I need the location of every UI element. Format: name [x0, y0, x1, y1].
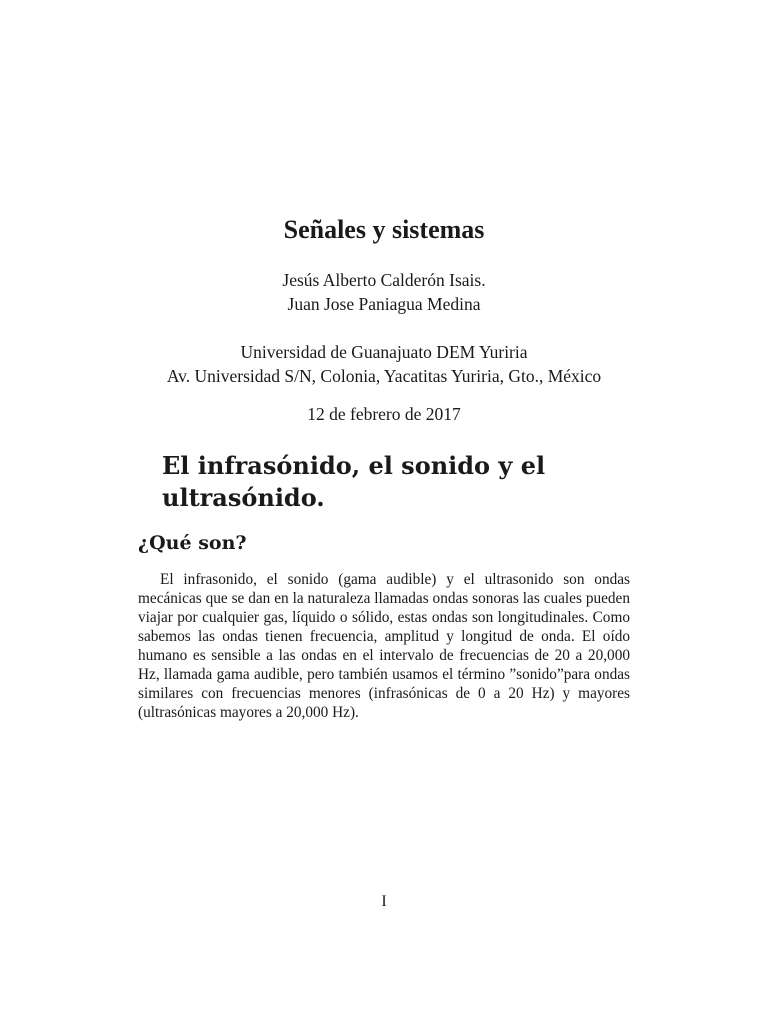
body-paragraph: El infrasonido, el sonido (gama audible) y el ultrasonido son ondas mecánicas que se dan en la naturaleza llamadas ondas sonoras las cuales pueden viajar por cualquier gas, líquido o sólido, estas ondas son longitudinales. Como sabemos las ondas tienen frecuencia, amplitud y longitud de onda. El oído humano es sensible a las ondas en el intervalo de frecuencias de 20 a 20,000 Hz, llamada gama audible, pero también usamos el término ”sonido”para ondas similares con frecuencias menores (infrasónicas de 0 a 20 Hz) y mayores (ultrasónicas mayores a 20,000 Hz).	[138, 571, 630, 721]
section-heading	[162, 450, 652, 514]
section-title: El infrasónido, el sonido y el ultrasónido.	[162, 451, 546, 512]
author-name: Jesús Alberto Calderón Isais.	[282, 270, 486, 290]
affiliation	[0, 340, 768, 388]
author-list	[0, 268, 768, 316]
affiliation-institution: Universidad de Guanajuato DEM Yuriria	[240, 342, 528, 362]
title-block	[0, 214, 768, 426]
document-title: Señales y sistemas	[283, 215, 485, 244]
author-name: Juan Jose Paniagua Medina	[287, 294, 481, 314]
page-number: I	[381, 893, 387, 910]
subsection-heading: ¿Qué son?	[138, 532, 247, 554]
document-date: 12 de febrero de 2017	[307, 404, 461, 424]
affiliation-address: Av. Universidad S/N, Colonia, Yacatitas Yuriria, Gto., México	[166, 366, 602, 386]
